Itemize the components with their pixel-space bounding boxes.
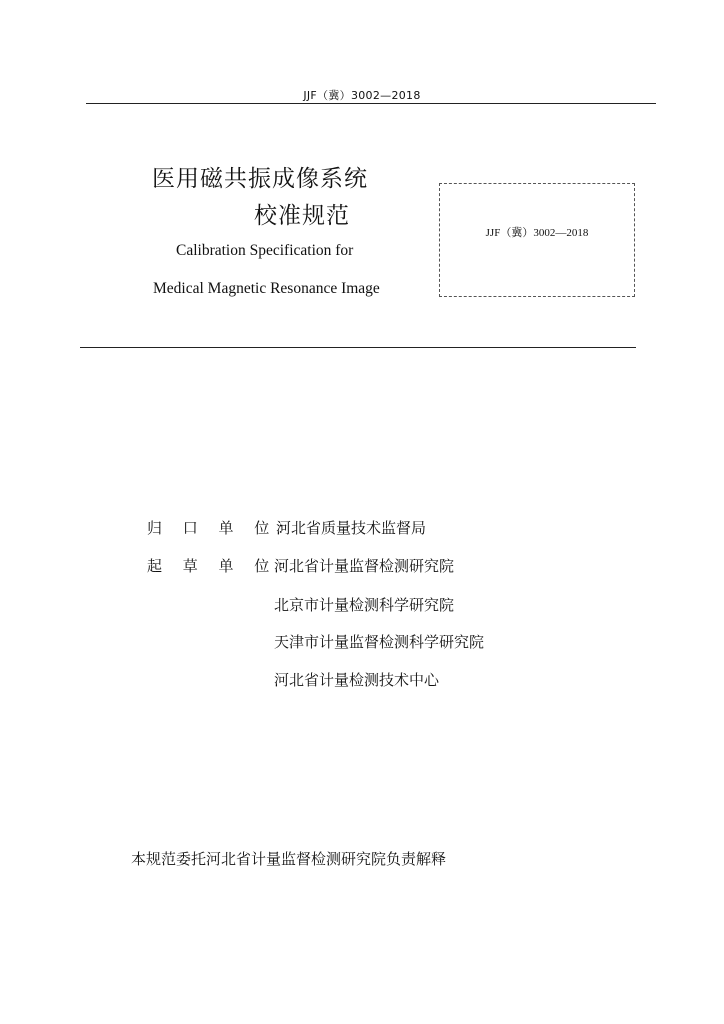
drafting-unit-3: 天津市计量监督检测科学研究院	[274, 633, 485, 651]
title-english-line-2: Medical Magnetic Resonance Image	[153, 280, 380, 297]
drafting-unit-label: 起 草 单 位：	[147, 557, 301, 575]
drafting-unit-1: 河北省计量监督检测研究院	[274, 557, 455, 575]
title-chinese-line-2: 校准规范	[254, 203, 350, 229]
drafting-unit-2: 北京市计量检测科学研究院	[274, 596, 455, 614]
header-standard-code: JJF（冀）3002—2018	[303, 89, 421, 102]
title-divider	[80, 347, 636, 348]
standard-code-box	[439, 183, 635, 297]
title-chinese-line-1: 医用磁共振成像系统	[152, 166, 368, 192]
responsible-unit-label: 归 口 单 位：	[147, 519, 301, 537]
title-english-line-1: Calibration Specification for	[176, 242, 354, 259]
interpretation-note: 本规范委托河北省计量监督检测研究院负责解释	[131, 850, 447, 868]
standard-code-box-text: JJF（冀）3002—2018	[485, 227, 589, 239]
drafting-unit-4: 河北省计量检测技术中心	[274, 671, 440, 689]
header-divider	[86, 103, 656, 104]
responsible-unit-value: 河北省质量技术监督局	[276, 519, 427, 537]
